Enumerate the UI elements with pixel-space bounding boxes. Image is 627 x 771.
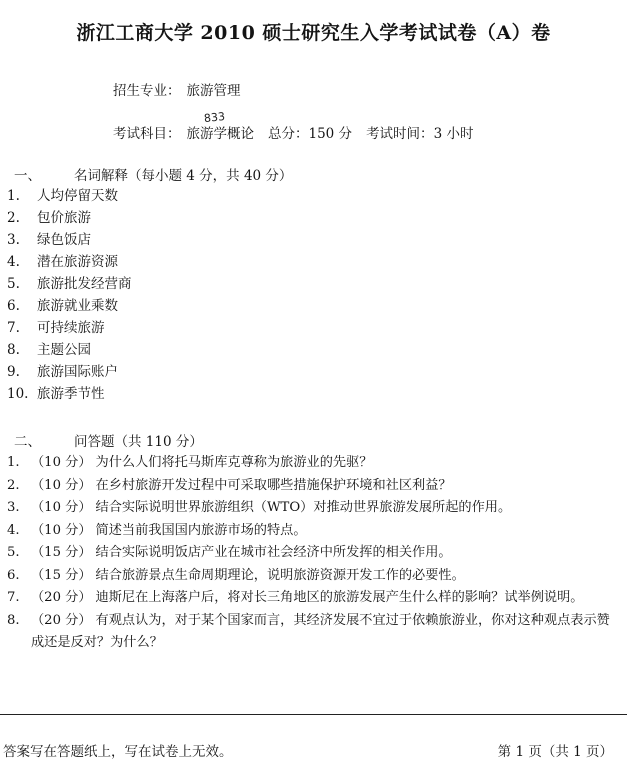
footer-divider [0,714,627,715]
section2-heading [14,430,203,450]
list-item: 2. 包价旅游 [7,210,91,226]
major-value: 旅游管理 [186,83,241,99]
list-item: 9. 旅游国际账户 [7,364,118,380]
list-item: 7. （20 分） 迪斯尼在上海落户后，将对长三角地区的旅游发展产生什么样的影响？试举例说明。 [7,590,584,605]
list-item: 6. 旅游就业乘数 [7,298,118,314]
term-list [7,185,132,405]
major-line [113,79,241,99]
time-value: 3 小时 [433,126,474,142]
section2-title: 问答题（共 110 分） [74,434,203,450]
list-item: 2. （10 分） 在乡村旅游开发过程中可采取哪些措施保护环境和社区利益？ [7,477,452,493]
section2-number: 二、 [14,434,41,450]
total-label: 总分： [268,126,309,142]
time-label: 考试时间： [366,126,434,142]
answer-note: 答案写在答题纸上，写在试卷上无效。 [3,744,233,760]
question-list [7,452,619,655]
list-item: 5. （15 分） 结合实际说明饭店产业在城市社会经济中所发挥的相关作用。 [7,545,452,560]
total-value: 150 分 [308,126,353,142]
page-number: 第 1 页（共 1 页） [497,744,613,760]
list-item: 1. （10 分） 为什么人们将托马斯库克尊称为旅游业的先驱？ [7,455,373,470]
subject-line [113,122,473,142]
list-item: 3. 绿色饭店 [7,232,91,248]
list-item: 6. （15 分） 结合旅游景点生命周期理论，说明旅游资源开发工作的必要性。 [7,567,465,583]
major-label: 招生专业： [113,83,181,99]
section1-title: 名词解释（每小题 4 分，共 40 分） [74,168,293,184]
section1-heading [14,164,292,184]
exam-title: 浙江工商大学 2010 硕士研究生入学考试试卷（A）卷 [76,22,551,44]
list-item: 3. （10 分） 结合实际说明世界旅游组织（WTO）对推动世界旅游发展所起的作用。 [7,500,512,515]
list-item: 5. 旅游批发经营商 [7,276,132,292]
list-item: 7. 可持续旅游 [7,320,105,336]
list-item: 1. 人均停留天数 [7,188,118,204]
list-item: 8. 主题公园 [7,342,91,358]
list-item: 8. （20 分） 有观点认为，对于某个国家而言，其经济发展不宜过于依赖旅游业，你对这种观点表示赞成还是反对？为什么？ [7,612,610,650]
list-item: 4. （10 分） 简述当前我国国内旅游市场的特点。 [7,522,307,538]
subject-value: 旅游学概论 [186,126,254,142]
list-item: 4. 潜在旅游资源 [7,254,118,270]
subject-label: 考试科目： [113,126,181,142]
handwritten-course-code: 833 [203,109,226,126]
section1-number: 一、 [14,168,41,184]
list-item: 10. 旅游季节性 [7,386,105,402]
